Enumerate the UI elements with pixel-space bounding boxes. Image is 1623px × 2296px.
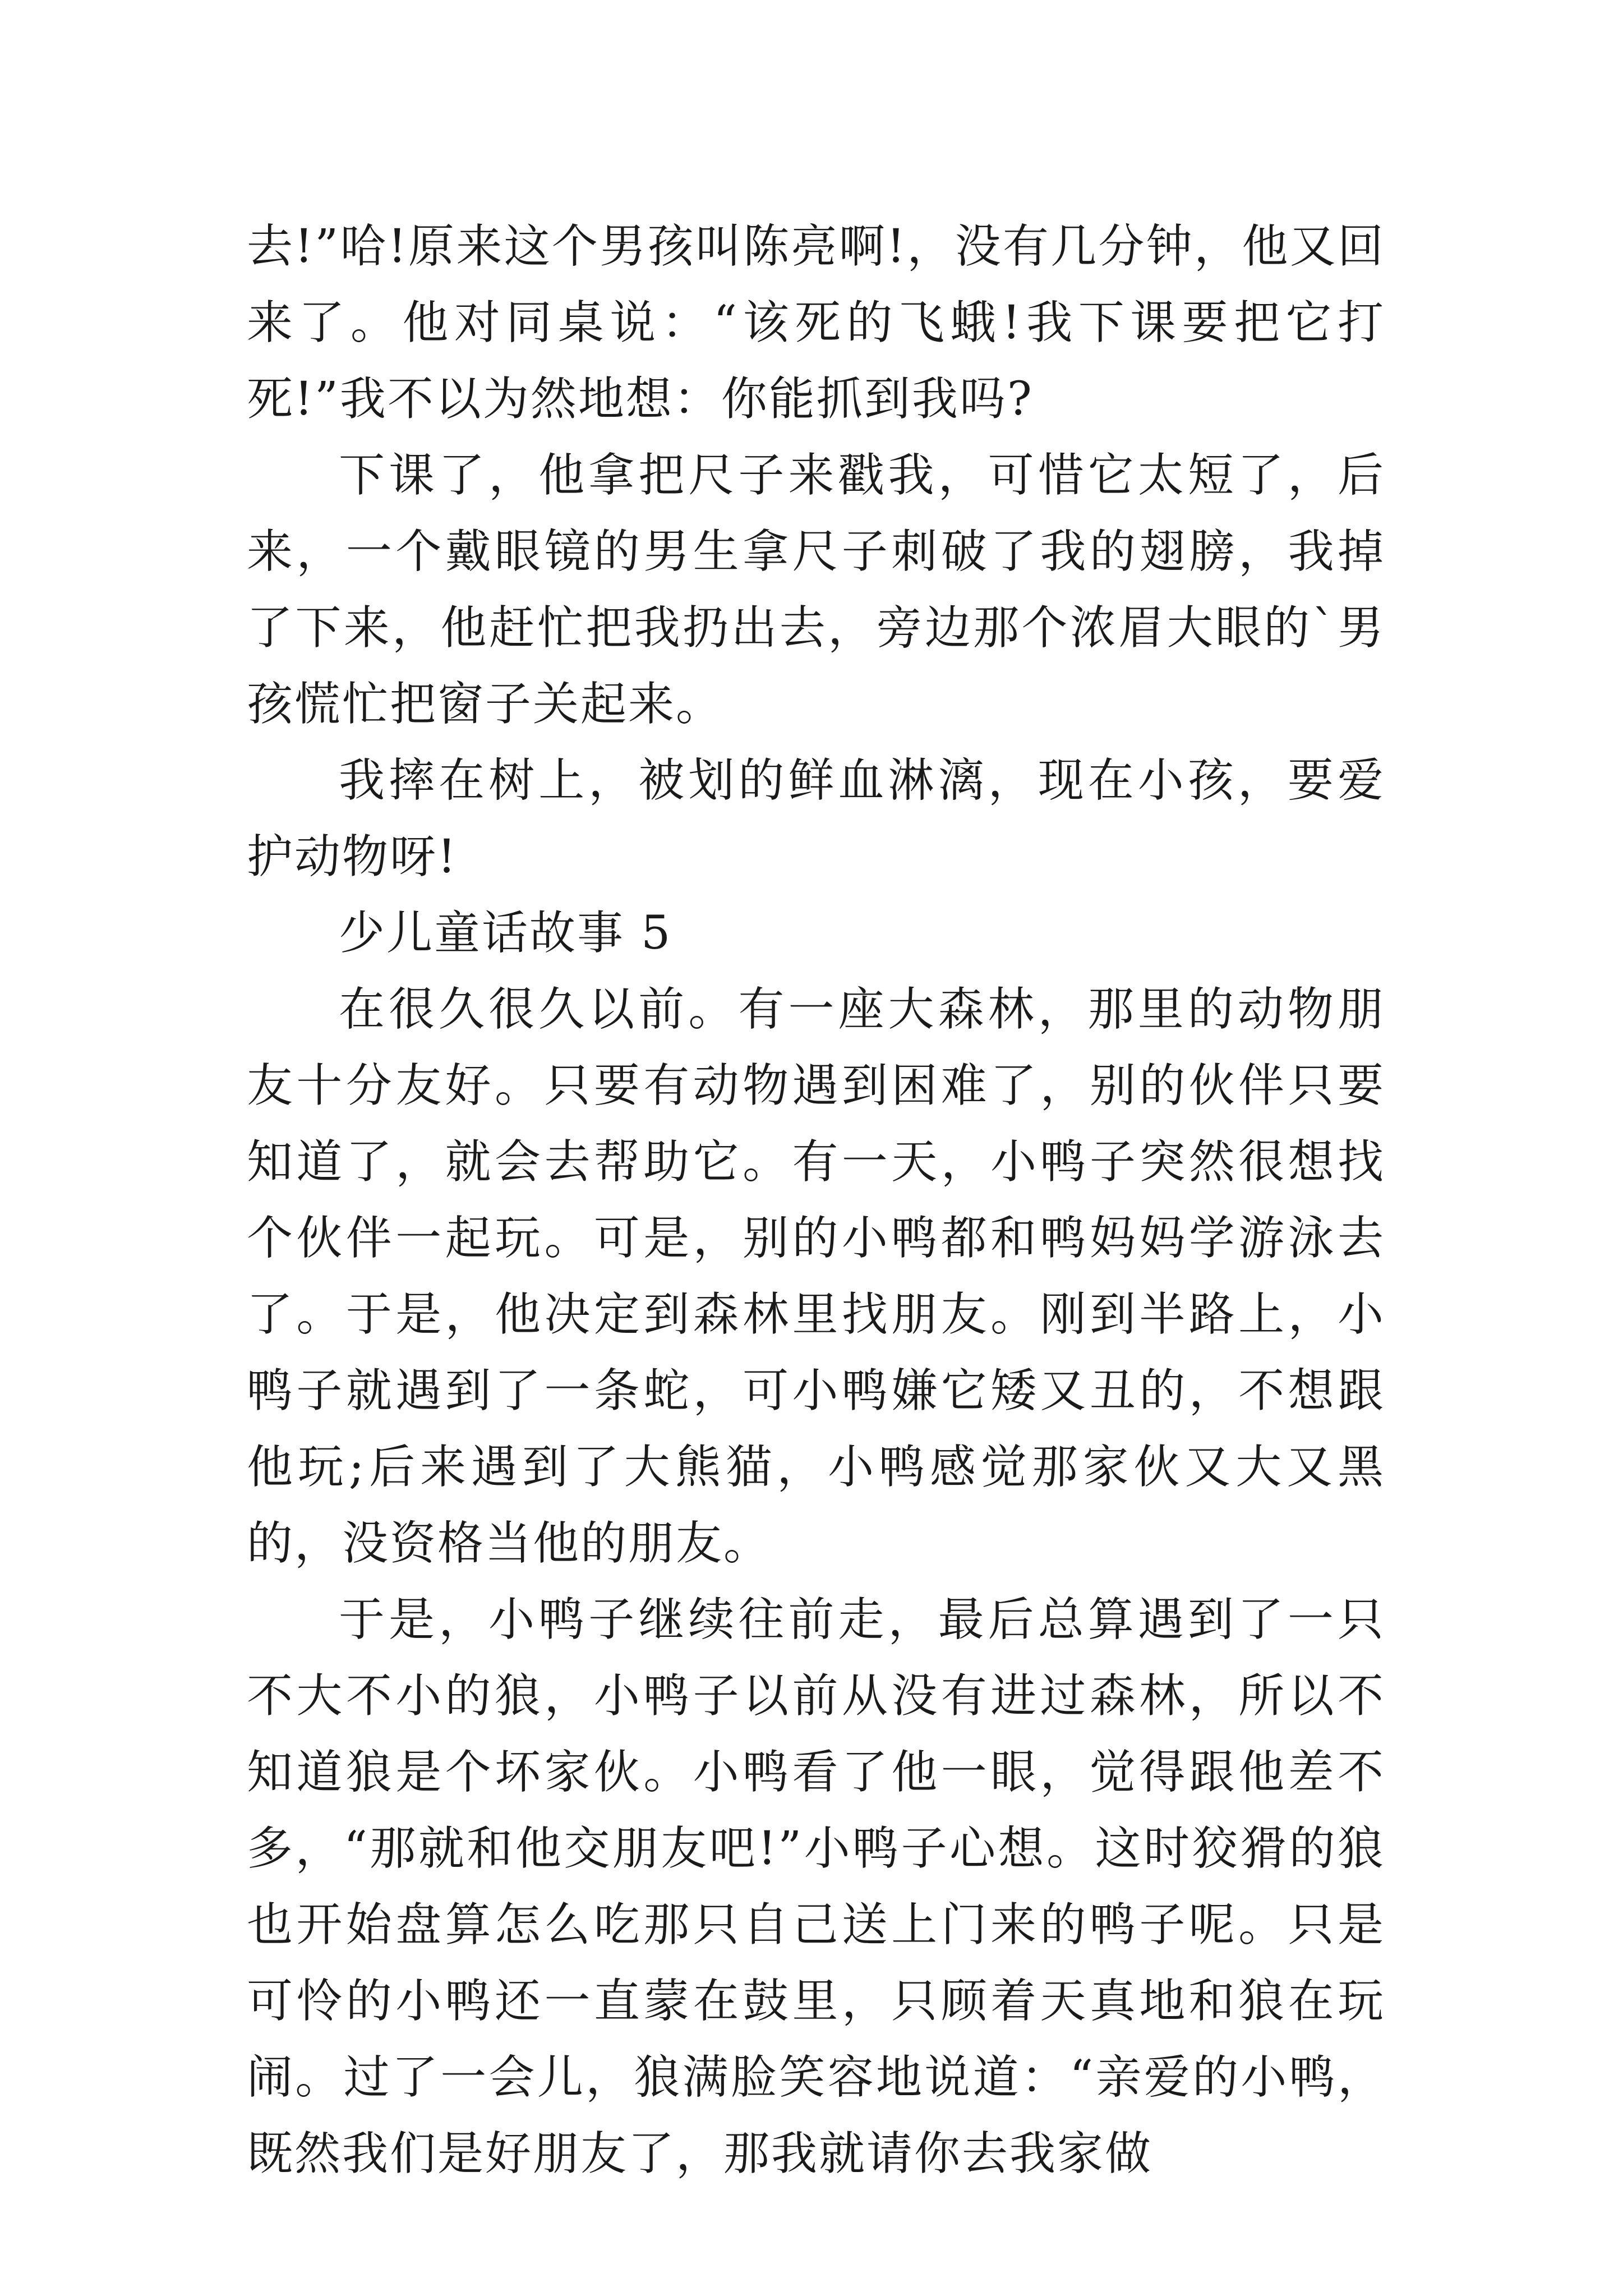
paragraph-5: 于是，小鸭子继续往前走，最后总算遇到了一只不大不小的狼，小鸭子以前从没有进过森林，所以不知道狼是个坏家伙。小鸭看了他一眼，觉得跟他差不多，“那就和他交朋友吧!”小鸭子心想。这时狡猾的狼也开始盘算怎么吃那只自己送上门来的鸭子呢。只是可怜的小鸭还一直蒙在鼓里，只顾着天真地和狼在玩闹。过了一会儿，狼满脸笑容地说道：“亲爱的小鸭，既然我们是好朋友了，那我就请你去我家做: [247, 1593, 1385, 2180]
paragraph-2: 下课了，他拿把尺子来戳我，可惜它太短了，后来，一个戴眼镜的男生拿尺子刺破了我的翅膀，我掉了下来，他赶忙把我扔出去，旁边那个浓眉大眼的`男孩慌忙把窗子关起来。: [247, 449, 1385, 731]
section-heading: 少儿童话故事 5: [339, 907, 672, 960]
document-body: [247, 209, 1385, 2192]
paragraph-3: 我摔在树上，被划的鲜血淋漓，现在小孩，要爱护动物呀!: [247, 754, 1385, 884]
paragraph-4: 在很久很久以前。有一座大森林，那里的动物朋友十分友好。只要有动物遇到困难了，别的伙伴只要知道了，就会去帮助它。有一天，小鸭子突然很想找个伙伴一起玩。可是，别的小鸭都和鸭妈妈学游泳去了。于是，他决定到森林里找朋友。刚到半路上，小鸭子就遇到了一条蛇，可小鸭嫌它矮又丑的，不想跟他玩;后来遇到了大熊猫，小鸭感觉那家伙又大又黑的，没资格当他的朋友。: [247, 983, 1385, 1570]
paragraph-1: 去!”哈!原来这个男孩叫陈亮啊!，没有几分钟，他又回来了。他对同桌说：“该死的飞蛾!我下课要把它打死!”我不以为然地想：你能抓到我吗?: [247, 220, 1385, 426]
